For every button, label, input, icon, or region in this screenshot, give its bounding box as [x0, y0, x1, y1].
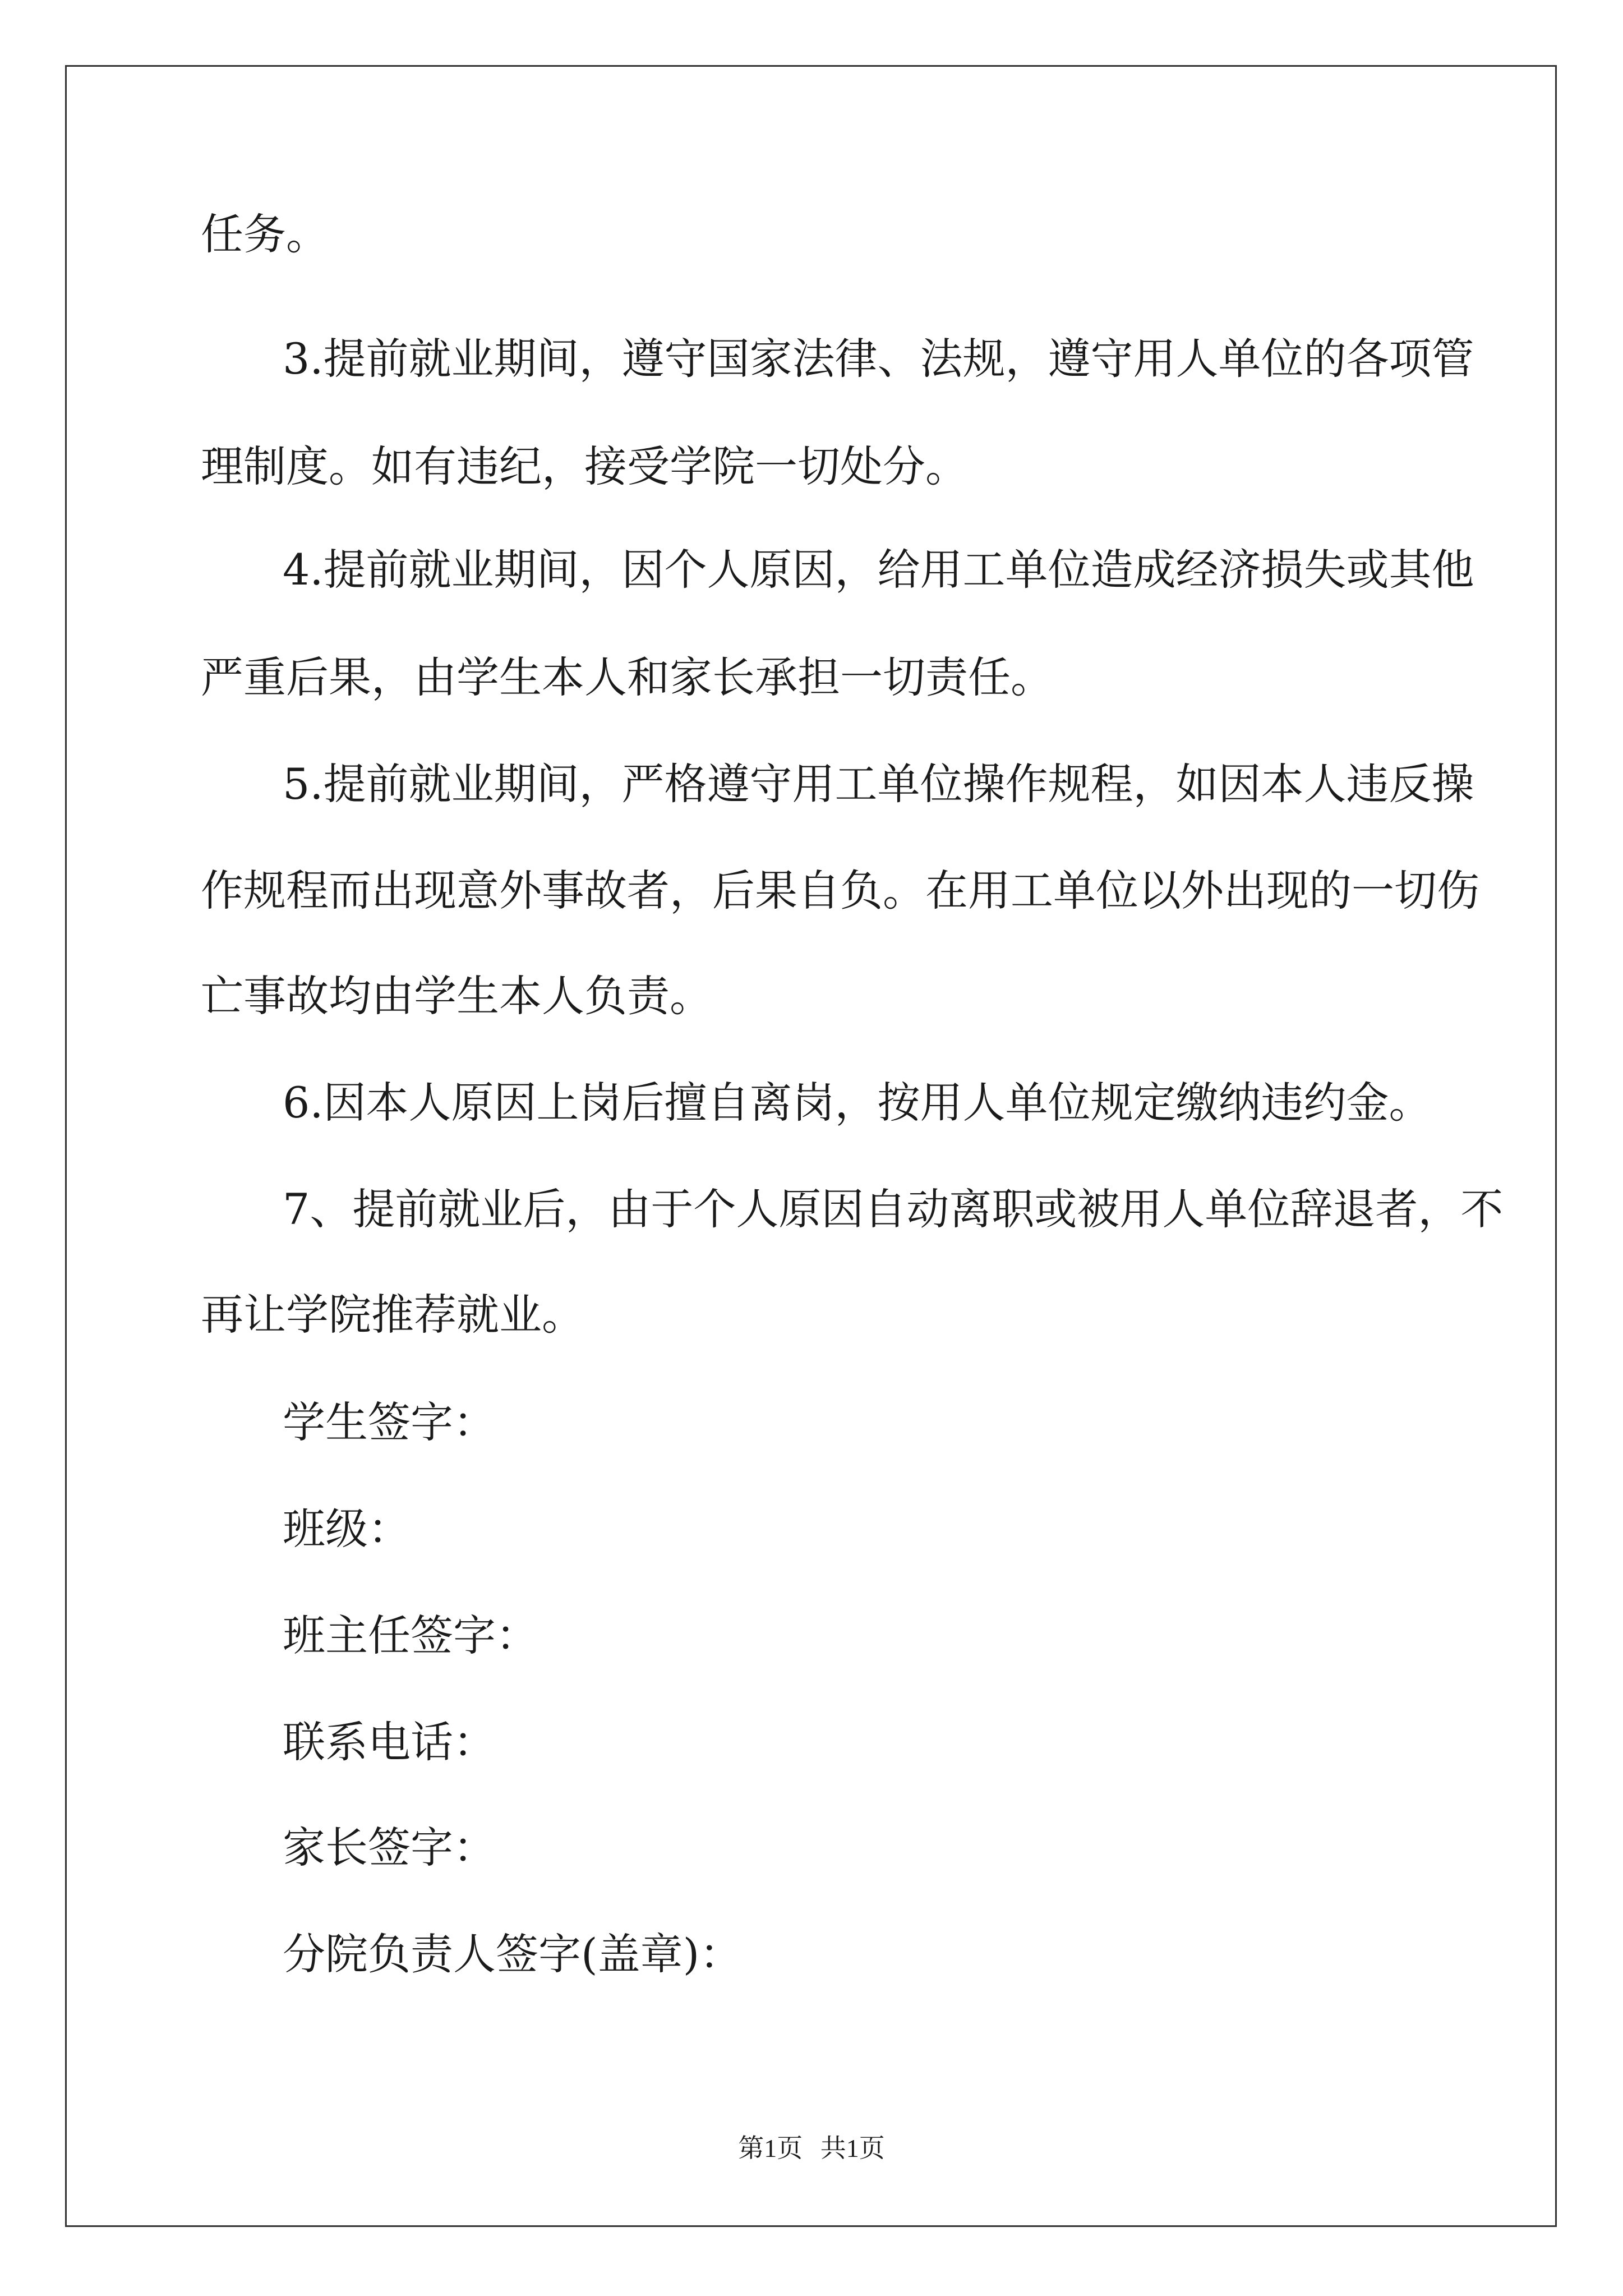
page-footer	[0, 2132, 1623, 2165]
page-border	[65, 65, 1557, 2227]
text-line: 理制度。如有违纪，接受学院一切处分。	[201, 441, 968, 491]
signature-parent: 家长签字：	[283, 1823, 496, 1872]
text-line: 6.因本人原因上岗后擅自离岗，按用人单位规定缴纳违约金。	[283, 1078, 1432, 1128]
text-line: 4.提前就业期间，因个人原因，给用工单位造成经济损失或其他	[283, 545, 1474, 595]
page-total: 共1页	[820, 2134, 885, 2162]
signature-phone: 联系电话：	[283, 1717, 496, 1767]
text-line: 严重后果，由学生本人和家长承担一切责任。	[201, 652, 1053, 702]
signature-head-teacher: 班主任签字：	[283, 1611, 538, 1660]
signature-class: 班级：	[283, 1504, 411, 1554]
text-line: 作规程而出现意外事故者，后果自负。在用工单位以外出现的一切伤	[201, 866, 1479, 915]
text-line: 3.提前就业期间，遵守国家法律、法规，遵守用人单位的各项管	[283, 334, 1474, 384]
signature-branch-head: 分院负责人签字(盖章)：	[283, 1929, 743, 1979]
text-line: 7、提前就业后，由于个人原因自动离职或被用人单位辞退者，不	[283, 1184, 1504, 1234]
page-number: 第1页	[738, 2134, 803, 2162]
signature-student: 学生签字：	[283, 1397, 496, 1447]
text-line: 任务。	[201, 209, 329, 259]
text-line: 再让学院推荐就业。	[201, 1290, 584, 1340]
text-line: 5.提前就业期间，严格遵守用工单位操作规程，如因本人违反操	[283, 759, 1474, 809]
text-line: 亡事故均由学生本人负责。	[201, 971, 712, 1021]
